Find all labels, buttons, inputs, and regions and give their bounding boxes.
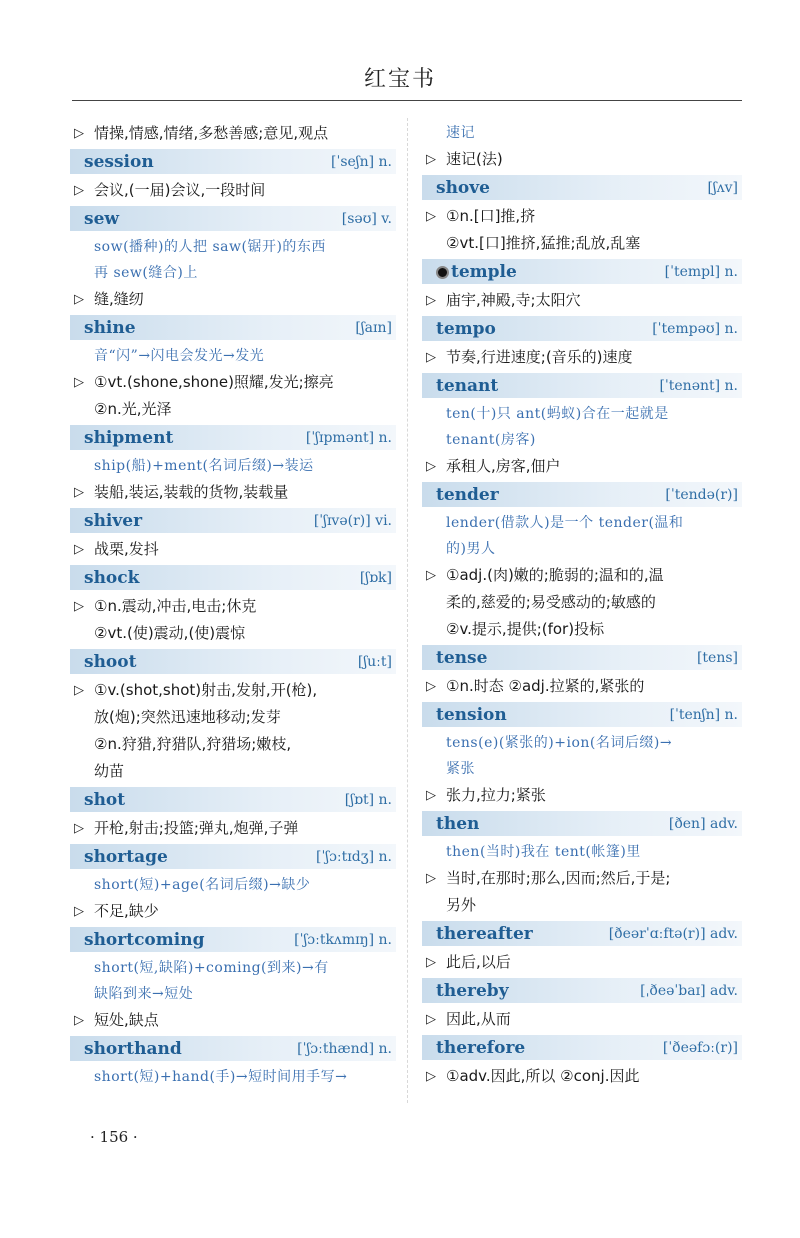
headword-wrap (436, 648, 487, 668)
headword-wrap (84, 568, 139, 588)
definition-text: ①n.[口]推,挤 (446, 207, 536, 225)
definition-line (70, 620, 396, 647)
definition-text: 情操,情感,情绪,多愁善感;意见,观点 (94, 124, 329, 142)
headword-bar (70, 1036, 396, 1061)
definition-line (70, 758, 396, 785)
headword-wrap (436, 1038, 525, 1058)
definition-text: ②vt.[口]推挤,猛推;乱放,乱塞 (446, 234, 641, 252)
definition-line (70, 677, 396, 704)
triangle-bullet-icon: ▷ (426, 293, 436, 308)
definition-text: 张力,拉力;紧张 (446, 786, 546, 804)
definition-line (70, 369, 396, 396)
triangle-bullet-icon: ▷ (74, 126, 84, 141)
headword-bar (422, 702, 742, 727)
definition-line (422, 230, 742, 257)
headword-wrap (84, 428, 173, 448)
definition-line (70, 898, 396, 925)
headword-wrap (436, 376, 498, 396)
definition-line (422, 344, 742, 371)
mnemonic-line: ship(船)+ment(名词后缀)→装运 (94, 458, 314, 474)
mnemonic-line: ten(十)只 ant(蚂蚁)合在一起就是 (446, 406, 669, 422)
definition-text: ①n.时态 ②adj.拉紧的,紧张的 (446, 677, 645, 695)
headword: tense (436, 647, 488, 668)
phonetic: [ˈʃɔːtkʌmɪŋ] n. (294, 931, 392, 948)
headword-bar (422, 1035, 742, 1060)
headword-wrap (436, 319, 496, 339)
headword: tenant (436, 375, 499, 396)
definition-line (70, 396, 396, 423)
mnemonic-line: 再 sew(缝合)上 (94, 265, 198, 281)
definition-text: ②v.提示,提供;(for)投标 (446, 620, 605, 638)
entry-shock (70, 565, 396, 647)
entry-tension (422, 702, 742, 809)
definition-text: ①v.(shot,shot)射击,发射,开(枪), (94, 681, 318, 699)
definition-line (422, 562, 742, 589)
headword: temple (451, 261, 517, 282)
definition-text: ①n.震动,冲击,电击;休克 (94, 597, 257, 615)
triangle-bullet-icon: ▷ (74, 1013, 84, 1028)
triangle-bullet-icon: ▷ (74, 292, 84, 307)
definition-line (422, 949, 742, 976)
headword: sew (84, 208, 120, 229)
mnemonic-line: 速记 (446, 125, 475, 141)
phonetic: [ˈʃɪpmənt] n. (305, 429, 392, 446)
entry-shoot (70, 649, 396, 785)
phonetic: [ˈʃɪvə(r)] vi. (313, 512, 392, 529)
mnemonic-line: tenant(房客) (446, 432, 536, 448)
headword-bar (70, 149, 396, 174)
triangle-bullet-icon: ▷ (74, 821, 84, 836)
headword: shoot (84, 651, 137, 672)
headword-bar (422, 482, 742, 507)
mnemonic-line: tens(e)(紧张的)+ion(名词后缀)→ (446, 735, 673, 751)
triangle-bullet-icon: ▷ (74, 683, 84, 698)
definition-line (70, 536, 396, 563)
headword-wrap (84, 209, 119, 229)
definition-text: ①adv.因此,所以 ②conj.因此 (446, 1067, 640, 1085)
headword: shortcoming (84, 929, 205, 950)
mnemonic-line: 音“闪”→闪电会发光→发光 (94, 348, 265, 364)
phonetic: [ˈʃɔːtɪdʒ] n. (315, 848, 392, 865)
definition-text: ①vt.(shone,shone)照耀,发光;擦亮 (94, 373, 334, 391)
headword-bar (422, 978, 742, 1003)
headword: therefore (436, 1037, 526, 1058)
entry-tempo (422, 316, 742, 371)
definition-text: 柔的,慈爱的;易受感动的;敏感的 (446, 593, 656, 611)
left-entry-list (70, 149, 396, 1090)
headword-wrap (84, 318, 136, 338)
definition-text: 会议,(一届)会议,一段时间 (94, 181, 266, 199)
definition-text: 节奏,行进速度;(音乐的)速度 (446, 348, 633, 366)
headword-wrap (436, 178, 490, 198)
triangle-bullet-icon: ▷ (426, 1069, 436, 1084)
definition-text: 短处,缺点 (94, 1011, 159, 1029)
definition-text: 开枪,射击;投篮;弹丸,炮弹,子弹 (94, 819, 299, 837)
triangle-bullet-icon: ▷ (426, 955, 436, 970)
definition-line (70, 1007, 396, 1034)
phonetic: [ʃaɪn] (355, 319, 392, 336)
headword-wrap (84, 847, 168, 867)
definition-line (70, 815, 396, 842)
phonetic: [ʃuːt] (357, 653, 392, 670)
definition-text: ②n.狩猎,狩猎队,狩猎场;嫩枝, (94, 735, 292, 753)
phonetic: [ʃʌv] (707, 179, 738, 196)
headword: shipment (84, 427, 174, 448)
entry-tense (422, 645, 742, 700)
headword: then (436, 813, 480, 834)
definition-text: 当时,在那时;那么,因而;然后,于是; (446, 869, 671, 887)
headword-bar (422, 811, 742, 836)
entry-shove (422, 175, 742, 257)
headword-bar (70, 315, 396, 340)
definition-line (70, 286, 396, 313)
headword-wrap (84, 511, 142, 531)
mnemonic-line: 缺陷到来→短处 (94, 986, 194, 1002)
page-number: · 156 · (90, 1128, 138, 1146)
phonetic: [ˈtempəʊ] n. (652, 320, 738, 337)
definition-text: ②n.光,光泽 (94, 400, 172, 418)
headword-wrap (84, 152, 154, 172)
headword-bar (422, 316, 742, 341)
entry-shortcoming (70, 927, 396, 1034)
definition-text: 缝,缝纫 (94, 290, 144, 308)
phonetic: [ðeərˈɑːftə(r)] adv. (608, 925, 738, 942)
phonetic: [ʃɒt] n. (344, 791, 392, 808)
definition-line (422, 616, 742, 643)
headword-wrap (84, 652, 136, 672)
definition-text: 因此,从而 (446, 1010, 511, 1028)
headword-bar (70, 206, 396, 231)
definition-text: 幼苗 (94, 762, 125, 780)
definition-text: ①adj.(肉)嫩的;脆弱的;温和的,温 (446, 566, 664, 584)
headword: tender (436, 484, 499, 505)
phonetic: [ˈtempl] n. (664, 263, 738, 280)
definition-text: 装船,装运,装载的货物,装载量 (94, 483, 289, 501)
headword-wrap (436, 814, 479, 834)
headword: shortage (84, 846, 168, 867)
entry-temple (422, 259, 742, 314)
headword-wrap (84, 790, 125, 810)
entry-shipment (70, 425, 396, 506)
definition-line (422, 673, 742, 700)
definition-line (422, 203, 742, 230)
mnemonic-line: short(短,缺陷)+coming(到来)→有 (94, 960, 329, 976)
phonetic: [ˈðeəfɔː(r)] (662, 1039, 738, 1056)
definition-text: 另外 (446, 896, 477, 914)
entry-shot (70, 787, 396, 842)
definition-text: 此后,以后 (446, 953, 511, 971)
mnemonic-line: short(短)+hand(手)→短时间用手写→ (94, 1069, 348, 1085)
headword-bar (70, 927, 396, 952)
headword-bar (70, 425, 396, 450)
triangle-bullet-icon: ▷ (426, 871, 436, 886)
triangle-bullet-icon: ▷ (426, 209, 436, 224)
header-rule (72, 100, 742, 101)
phonetic: [ˈʃɔːthænd] n. (297, 1040, 392, 1057)
entry-therefore (422, 1035, 742, 1090)
triangle-bullet-icon: ▷ (426, 679, 436, 694)
triangle-bullet-icon: ▷ (426, 788, 436, 803)
triangle-bullet-icon: ▷ (426, 568, 436, 583)
definition-line (422, 453, 742, 480)
mark-dot-icon (436, 266, 449, 279)
headword: shock (84, 567, 140, 588)
phonetic: [səʊ] v. (341, 210, 392, 227)
triangle-bullet-icon: ▷ (426, 350, 436, 365)
phonetic: [ʃɒk] (359, 569, 392, 586)
entry-thereby (422, 978, 742, 1033)
headword-wrap (436, 924, 533, 944)
mnemonic-line: 的)男人 (446, 541, 496, 557)
mnemonic-line: 紧张 (446, 761, 475, 777)
mnemonic-line: sow(播种)的人把 saw(锯开)的东西 (94, 239, 326, 255)
headword-bar (422, 373, 742, 398)
phonetic: [ˈseʃn] n. (331, 153, 392, 170)
definition-text: 速记(法) (446, 150, 503, 168)
headword-wrap (436, 705, 507, 725)
headword: shorthand (84, 1038, 182, 1059)
left-column (70, 120, 396, 1090)
phonetic: [ˈtenʃn] n. (669, 706, 738, 723)
headword: shine (84, 317, 136, 338)
right-entry-list (422, 175, 742, 1090)
mnemonic-line: then(当时)我在 tent(帐篷)里 (446, 844, 641, 860)
headword: thereafter (436, 923, 533, 944)
definition-text: 战栗,发抖 (94, 540, 159, 558)
entry-thereafter (422, 921, 742, 976)
definition-line (422, 892, 742, 919)
triangle-bullet-icon: ▷ (74, 904, 84, 919)
definition-line (422, 146, 742, 173)
headword-wrap (436, 262, 517, 282)
headword-wrap (84, 930, 204, 950)
definition-line (70, 593, 396, 620)
triangle-bullet-icon: ▷ (74, 485, 84, 500)
entry-then (422, 811, 742, 919)
triangle-bullet-icon: ▷ (74, 599, 84, 614)
headword: shiver (84, 510, 143, 531)
triangle-bullet-icon: ▷ (426, 459, 436, 474)
headword-bar (422, 921, 742, 946)
definition-line (70, 731, 396, 758)
entry-sew (70, 206, 396, 313)
triangle-bullet-icon: ▷ (426, 152, 436, 167)
definition-text: 放(炮);突然迅速地移动;发芽 (94, 708, 281, 726)
entry-session (70, 149, 396, 204)
definition-line (422, 287, 742, 314)
definition-line (422, 589, 742, 616)
phonetic: [ˈtenənt] n. (659, 377, 738, 394)
page-title: 红宝书 (363, 67, 436, 92)
headword-bar (70, 508, 396, 533)
headword-bar (422, 645, 742, 670)
headword: session (84, 151, 154, 172)
mnemonic-line: short(短)+age(名词后缀)→缺少 (94, 877, 311, 893)
column-divider (407, 118, 408, 1103)
triangle-bullet-icon: ▷ (74, 542, 84, 557)
phonetic: [ðen] adv. (668, 815, 738, 832)
definition-line (70, 120, 396, 147)
entry-tenant (422, 373, 742, 480)
headword-wrap (436, 981, 509, 1001)
headword-bar (70, 787, 396, 812)
headword: tempo (436, 318, 496, 339)
headword-wrap (436, 485, 499, 505)
headword: shot (84, 789, 126, 810)
entry-shortage (70, 844, 396, 925)
phonetic: [tens] (696, 649, 738, 666)
right-column (422, 120, 742, 1090)
definition-text: 承租人,房客,佃户 (446, 457, 561, 475)
definition-line (422, 865, 742, 892)
triangle-bullet-icon: ▷ (74, 183, 84, 198)
entry-tender (422, 482, 742, 643)
definition-line (70, 704, 396, 731)
headword: tension (436, 704, 507, 725)
entry-shine (70, 315, 396, 423)
definition-line (422, 1006, 742, 1033)
definition-text: 庙宇,神殿,寺;太阳穴 (446, 291, 581, 309)
definition-line (70, 177, 396, 204)
entry-shiver (70, 508, 396, 563)
headword: shove (436, 177, 490, 198)
mnemonic-line: lender(借款人)是一个 tender(温和 (446, 515, 684, 531)
headword: thereby (436, 980, 509, 1001)
definition-line (70, 479, 396, 506)
headword-bar (422, 175, 742, 200)
triangle-bullet-icon: ▷ (426, 1012, 436, 1027)
definition-text: 不足,缺少 (94, 902, 159, 920)
definition-text: ②vt.(使)震动,(使)震惊 (94, 624, 246, 642)
entry-shorthand (70, 1036, 396, 1090)
headword-wrap (84, 1039, 182, 1059)
headword-bar (70, 565, 396, 590)
phonetic: [ˌðeəˈbaɪ] adv. (640, 982, 738, 999)
phonetic: [ˈtendə(r)] (665, 486, 738, 503)
headword-bar (70, 844, 396, 869)
triangle-bullet-icon: ▷ (74, 375, 84, 390)
definition-line (422, 782, 742, 809)
definition-line (422, 1063, 742, 1090)
headword-bar (70, 649, 396, 674)
headword-bar (422, 259, 742, 284)
